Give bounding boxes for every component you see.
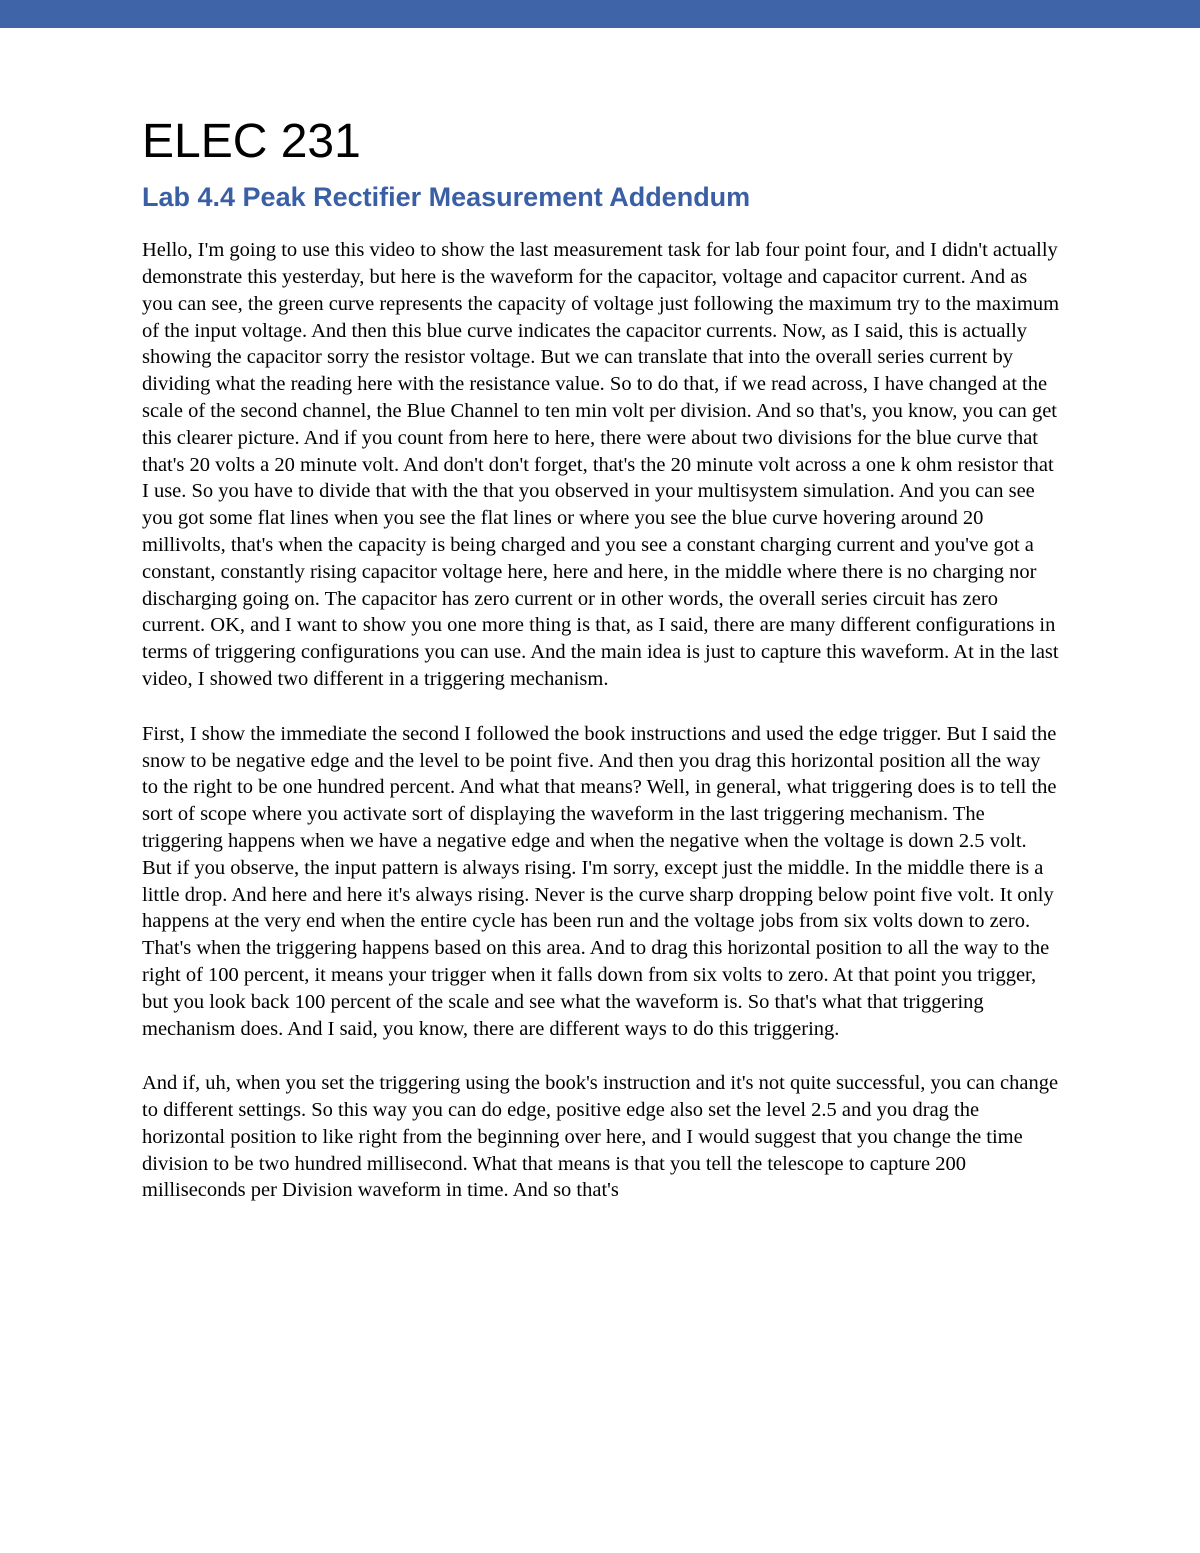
paragraph-1: Hello, I'm going to use this video to show the last measurement task for lab four point four, and I didn't actually demonstrate this yesterday, but here is the waveform for the capacitor, voltage and capacitor current. And as you can see, the green curve represents the capacity of voltage just following the maximum try to the maximum of the input voltage. And then this blue curve indicates the capacitor currents. Now, as I said, this is actually showing the capacitor sorry the resistor voltage. But we can translate that into the overall series current by dividing what the reading here with the resistance value. So to do that, if we read across, I have changed at the scale of the second channel, the Blue Channel to ten min volt per division. And so that's, you know, you can get this clearer picture. And if you count from here to here, there were about two divisions for the blue curve that that's 20 volts a 20 minute volt. And don't don't forget, that's the 20 minute volt across a one k ohm resistor that I use. So you have to divide that with the that you observed in your multisystem simulation. And you can see you got some flat lines when you see the flat lines or where you see the blue curve hovering around 20 millivolts, that's when the capacity is being charged and you see a constant charging current and you've got a constant, constantly rising capacitor voltage here, here and here, in the middle where there is no charging nor discharging going on. The capacitor has zero current or in other words, the overall series circuit has zero current. OK, and I want to show you one more thing is that, as I said, there are many different configurations in terms of triggering configurations you can use. And the main idea is just to capture this waveform. At in the last video, I showed two different in a triggering mechanism. (142, 239, 1060, 690)
document-title: ELEC 231 (142, 115, 361, 168)
document-body (142, 116, 1060, 1204)
paragraph-2: First, I show the immediate the second I followed the book instructions and used the edge trigger. But I said the snow to be negative edge and the level to be point five. And then you drag this horizontal position all the way to the right to be one hundred percent. And what that means? Well, in general, what triggering does is to tell the sort of scope where you activate sort of displaying the waveform in the last triggering mechanism. The triggering happens when we have a negative edge and when the negative when the voltage is down 2.5 volt. But if you observe, the input pattern is always rising. I'm sorry, except just the middle. In the middle there is a little drop. And here and here it's always rising. Never is the curve sharp dropping below point five volt. It only happens at the very end when the entire cycle has been run and the voltage jobs from six volts down to zero. That's when the triggering happens based on this area. And to drag this horizontal position to all the way to the right of 100 percent, it means your trigger when it falls down from six volts to zero. At that point you trigger, but you look back 100 percent of the scale and see what the waveform is. So that's what that triggering mechanism does. And I said, you know, there are different ways to do this triggering. (142, 722, 1057, 1040)
header-bar (0, 0, 1200, 28)
document-subtitle: Lab 4.4 Peak Rectifier Measurement Addendum (142, 181, 751, 212)
paragraph-3: And if, uh, when you set the triggering using the book's instruction and it's not quite successful, you can change to different settings. So this way you can do edge, positive edge also set the level 2.5 and you drag the horizontal position to like right from the beginning over here, and I would suggest that you change the time division to be two hundred millisecond. What that means is that you tell the telescope to capture 200 milliseconds per Division waveform in time. And so that's (142, 1072, 1059, 1202)
